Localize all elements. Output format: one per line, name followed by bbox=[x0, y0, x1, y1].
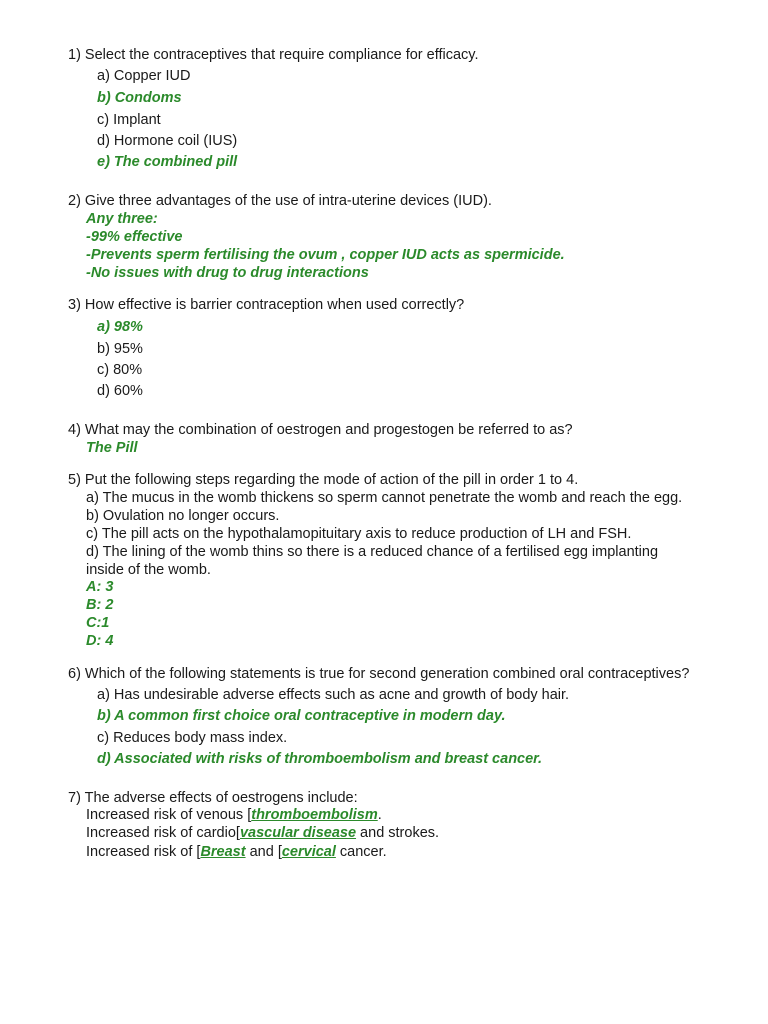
q7-line-2-prefix: Increased risk of cardio[ bbox=[86, 825, 240, 841]
q5-step-b: b) Ovulation no longer occurs. bbox=[86, 508, 280, 524]
q6-option-b-answer: b) A common first choice oral contraceptive in modern day. bbox=[97, 708, 506, 724]
q5-answer-c: C:1 bbox=[86, 615, 110, 631]
q1-option-d: d) Hormone coil (IUS) bbox=[97, 133, 238, 149]
q5-step-d: d) The lining of the womb thins so there is a reduced chance of a fertilised egg implanting bbox=[86, 544, 659, 560]
q7-line-1-prefix: Increased risk of venous [ bbox=[86, 807, 252, 823]
q2-answer-2: -Prevents sperm fertilising the ovum , copper IUD acts as spermicide. bbox=[86, 247, 565, 263]
q7-line-1 bbox=[86, 806, 382, 824]
q1-option-b-answer: b) Condoms bbox=[97, 90, 182, 106]
q7-line-3 bbox=[86, 843, 387, 861]
q6-option-c: c) Reduces body mass index. bbox=[97, 730, 288, 746]
question-4: 4) What may the combination of oestrogen and progestogen be referred to as? bbox=[68, 422, 573, 438]
q1-option-e-answer: e) The combined pill bbox=[97, 154, 238, 170]
q7-line-2 bbox=[86, 824, 439, 842]
q3-option-b: b) 95% bbox=[97, 341, 143, 357]
q7-line-3-suffix: cancer. bbox=[335, 844, 387, 860]
q5-answer-d: D: 4 bbox=[86, 633, 114, 649]
q7-answer-cervical: cervical bbox=[281, 844, 336, 860]
q5-step-c: c) The pill acts on the hypothalamopituitary axis to reduce production of LH and FSH. bbox=[86, 526, 632, 542]
question-3: 3) How effective is barrier contraception when used correctly? bbox=[68, 297, 465, 313]
q7-answer-thromboembolism: thromboembolism bbox=[251, 807, 378, 823]
q7-line-1-suffix: . bbox=[377, 807, 382, 823]
q7-line-2-suffix: and strokes. bbox=[356, 825, 440, 841]
q5-answer-b: B: 2 bbox=[86, 597, 114, 613]
q3-option-a-answer: a) 98% bbox=[97, 319, 143, 335]
q6-option-a: a) Has undesirable adverse effects such as acne and growth of body hair. bbox=[97, 687, 570, 703]
question-7: 7) The adverse effects of oestrogens include: bbox=[68, 790, 358, 806]
question-6: 6) Which of the following statements is true for second generation combined oral contraceptives? bbox=[68, 666, 690, 682]
q4-answer: The Pill bbox=[86, 440, 138, 456]
q7-line-3-middle: and [ bbox=[245, 844, 282, 860]
q3-option-c: c) 80% bbox=[97, 362, 143, 378]
question-5: 5) Put the following steps regarding the mode of action of the pill in order 1 to 4. bbox=[68, 472, 579, 488]
q7-line-3-prefix: Increased risk of [ bbox=[86, 844, 201, 860]
q6-option-d-answer: d) Associated with risks of thromboembolism and breast cancer. bbox=[97, 751, 543, 767]
q7-answer-vascular-disease: vascular disease bbox=[239, 825, 357, 841]
q2-answer-1: -99% effective bbox=[86, 229, 183, 245]
q3-option-d: d) 60% bbox=[97, 383, 143, 399]
q7-answer-breast: Breast bbox=[200, 844, 246, 860]
q1-option-c: c) Implant bbox=[97, 112, 161, 128]
question-2: 2) Give three advantages of the use of intra-uterine devices (IUD). bbox=[68, 193, 492, 209]
q2-answer-heading: Any three: bbox=[86, 211, 158, 227]
q2-answer-3: -No issues with drug to drug interactions bbox=[86, 265, 369, 281]
q5-step-a: a) The mucus in the womb thickens so sperm cannot penetrate the womb and reach the egg. bbox=[86, 490, 683, 506]
q5-step-d-continued: inside of the womb. bbox=[86, 562, 211, 578]
q5-answer-a: A: 3 bbox=[86, 579, 114, 595]
q1-option-a: a) Copper IUD bbox=[97, 68, 191, 84]
question-1: 1) Select the contraceptives that require compliance for efficacy. bbox=[68, 47, 479, 63]
